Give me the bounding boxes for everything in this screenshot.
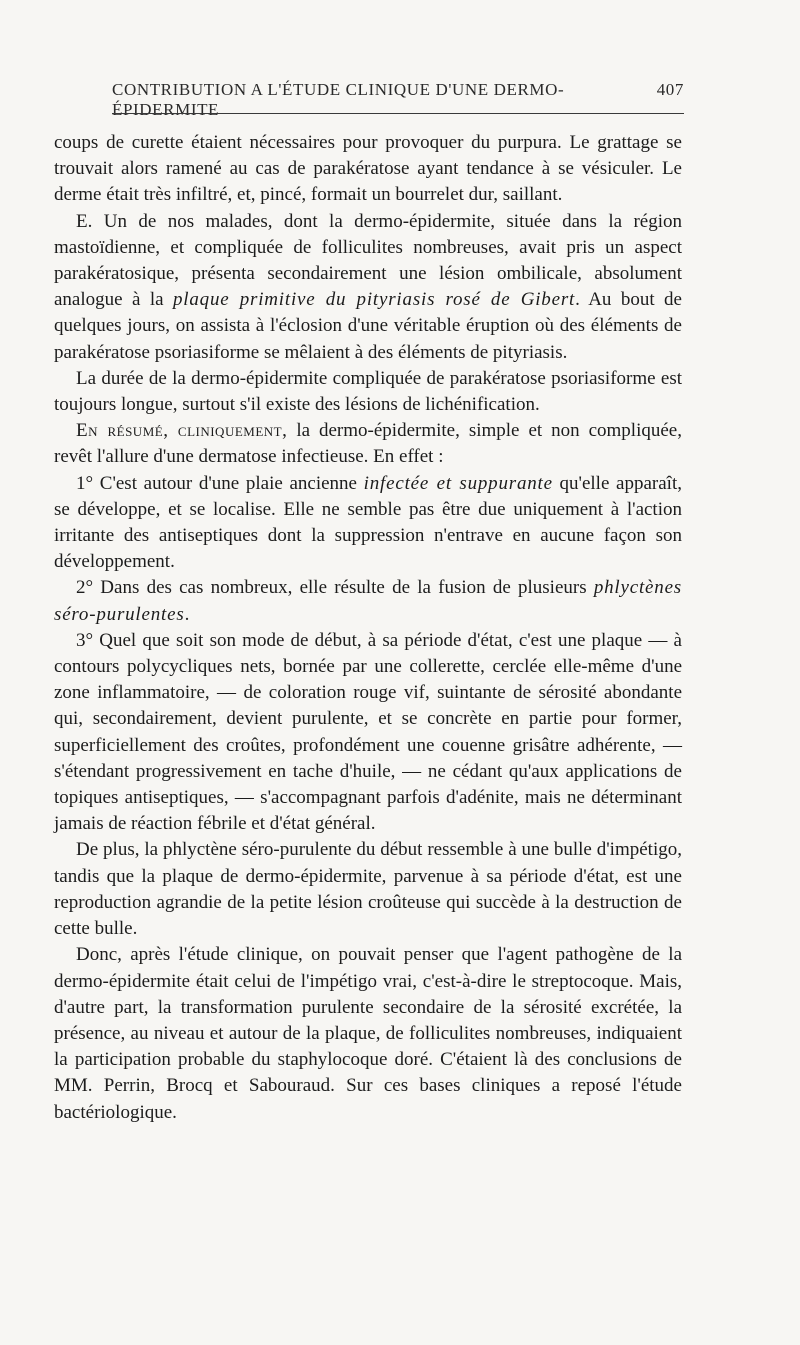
paragraph-text: qu'elle apparaît, se développe, et se localise. Elle ne semble pas être due uniquement à l'action irritante des antiseptiques dont la suppression n'entrave en aucune façon son développement. xyxy=(54,472,682,573)
page-number: 407 xyxy=(656,80,684,99)
italic-term: plaque primitive du pityriasis rosé de Gibert xyxy=(172,289,576,311)
paragraph-conclusion xyxy=(54,942,682,1125)
italic-term: infectée et suppurante xyxy=(363,472,553,494)
paragraph-case-e xyxy=(54,209,682,366)
paragraph-phlyctene xyxy=(54,837,682,942)
paragraph-text: coups de curette étaient nécessaires pour provoquer du purpura. Le grattage se trouvait alors ramené au cas de parakératose ayant tendance à se vésiculer. Le derme était très infiltré, et, pincé, formait un bourrelet dur, saillant. xyxy=(54,132,682,206)
paragraph-text: 1° C'est autour d'une plaie ancienne xyxy=(76,472,364,494)
paragraph-point-3 xyxy=(54,628,682,838)
running-head xyxy=(112,80,684,120)
header-rule xyxy=(112,113,684,114)
paragraph-summary xyxy=(54,418,682,470)
paragraph-text: 3° Quel que soit son mode de début, à sa période d'état, c'est une plaque — à contours polycycliques nets, bornée par une collerette, cerclée elle-même d'une zone inflammatoire, — de coloration rouge vif, suintante de sérosité abondante qui, secondairement, devient purulente, et se concrète en partie pour former, superficiellement des croûtes, profondément une couenne grisâtre adhérente, — s'étendant progressivement en tache d'huile, — ne cédant qu'aux applications de topiques antiseptiques, — s'accompagnant parfois d'adénite, mais ne déterminant jamais de réaction fébrile et d'état général. xyxy=(54,629,682,835)
paragraph-text: Donc, après l'étude clinique, on pouvait penser que l'agent pathogène de la dermo-épidermite était celui de l'impétigo vrai, c'est-à-dire le streptocoque. Mais, d'autre part, la transformation purulente secondaire de la sérosité excrétée, la présence, au niveau et autour de la plaque, de folliculites nombreuses, indiquaient la participation probable du staphylocoque doré. C'étaient là des conclusions de MM. Perrin, Brocq et Sabouraud. Sur ces bases cliniques a reposé l'étude bactériologique. xyxy=(54,944,682,1123)
paragraph-text: . xyxy=(184,603,190,625)
paragraph-point-2 xyxy=(54,575,682,627)
running-title: CONTRIBUTION A L'ÉTUDE CLINIQUE D'UNE DERMO-ÉPIDERMITE xyxy=(112,80,565,119)
paragraph-text: De plus, la phlyctène séro-purulente du début ressemble à une bulle d'impétigo, tandis que la plaque de dermo-épidermite, parvenue à sa période d'état, est une reproduction agrandie de la petite lésion croûteuse qui succède à la destruction de cette bulle. xyxy=(54,839,682,940)
paragraph-text: la dermo-épidermite, simple et non compliquée, revêt l'allure d'une dermatose infectieuse. En effet : xyxy=(54,420,682,468)
paragraph-text: 2° Dans des cas nombreux, elle résulte de la fusion de plusieurs xyxy=(76,577,594,599)
paragraph-text: E. Un de nos malades, dont la dermo-épidermite, située dans la région mastoïdienne, et compliquée de folliculites nombreuses, avait pris un aspect parakératosique, présenta secondairement une lésion ombilicale, absolument analogue à la xyxy=(54,210,682,311)
paragraph-continued xyxy=(54,130,682,209)
italic-term: phlyctènes séro-purulentes xyxy=(54,577,682,625)
paragraph-duration xyxy=(54,366,682,418)
body-text xyxy=(54,130,682,1126)
small-caps-lead: En résumé, cliniquement, xyxy=(76,420,288,442)
paragraph-point-1 xyxy=(54,471,682,576)
paragraph-text: . Au bout de quelques jours, on assista à l'éclosion d'une véritable éruption où des éléments de parakératose psoriasiforme se mêlaient à des éléments de pityriasis. xyxy=(54,289,682,363)
paragraph-text: La durée de la dermo-épidermite compliquée de parakératose psoriasiforme est toujours longue, surtout s'il existe des lésions de lichénification. xyxy=(54,367,682,416)
